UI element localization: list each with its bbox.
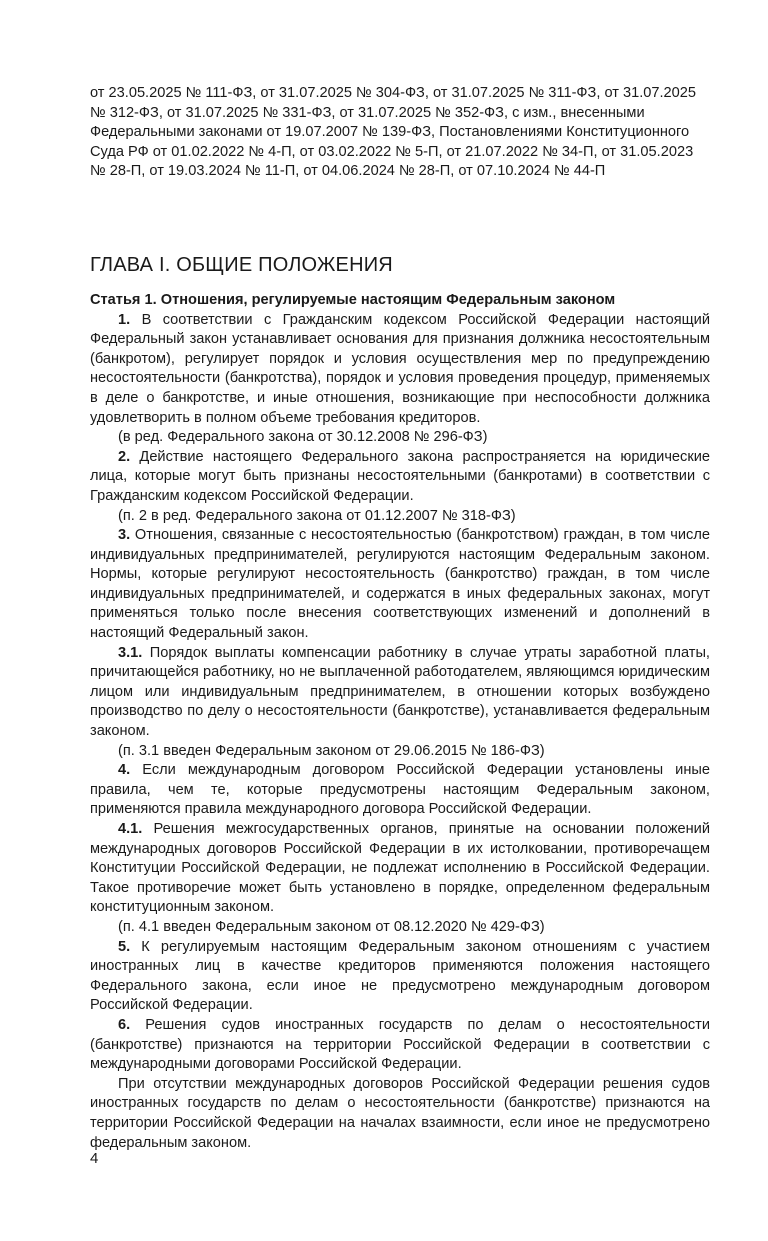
edition-note: (п. 3.1 введен Федеральным законом от 29.06.2015 № 186-ФЗ): [118, 742, 545, 759]
paragraph-text: Порядок выплаты компенсации работнику в случае утраты заработной платы, причитающейся работнику, но не выплаченной работодателем, являющимся юридическим лицом или индивидуальным предпринимателем, в отношении которых возбуждено производство по делу о несостоятельности (банкротстве), устанавливается федеральным законом.: [90, 644, 710, 740]
paragraph-number: 4.: [118, 762, 131, 779]
paragraph-4: [90, 761, 710, 820]
paragraph-5: [90, 938, 710, 1016]
article-body: [90, 311, 710, 1154]
edition-note: (п. 4.1 введен Федеральным законом от 08.12.2020 № 429-ФЗ): [118, 918, 545, 935]
paragraph-number: 3.1.: [118, 644, 143, 661]
paragraph-text: Действие настоящего Федерального закона распространяется на юридические лица, которые могут быть признаны несостоятельными (банкротами) в соответствии с Гражданским кодексом Российской Федерации.: [90, 448, 710, 504]
paragraph-number: 5.: [118, 938, 131, 955]
article-title: Статья 1. Отношения, регулируемые настоящим Федеральным законом: [90, 291, 616, 308]
paragraph-number: 1.: [118, 311, 131, 328]
edition-note: (п. 2 в ред. Федерального закона от 01.12.2007 № 318-ФЗ): [118, 507, 516, 524]
paragraph-text: Отношения, связанные с несостоятельностью (банкротством) граждан, в том числе индивидуальных предпринимателей, регулируются настоящим Федеральным законом. Нормы, которые регулируют несостоятельность (банкротство) граждан, в том числе индивидуальных предпринимателей, и содержатся в иных федеральных законах, могут применяться только после внесения соответствующих изменений и дополнений в настоящий Федеральный закон.: [90, 527, 710, 642]
page-number: 4: [90, 1150, 99, 1167]
paragraph-text: Решения межгосударственных органов, принятые на основании положений международных договоров Российской Федерации в их истолковании, противоречащем Конституции Российской Федерации, не подлежат исполнению в Российской Федерации. Такое противоречие может быть установлено в порядке, определенном федеральным конституционным законом.: [90, 821, 710, 916]
edition-note: (в ред. Федерального закона от 30.12.2008 № 296-ФЗ): [118, 429, 488, 446]
paragraph-number: 4.1.: [118, 821, 143, 837]
paragraph-6: [90, 1016, 710, 1075]
paragraph-text: Если международным договором Российской Федерации установлены иные правила, чем те, которые предусмотрены настоящим Федеральным законом, применяются правила международного договора Российской Федерации.: [90, 762, 710, 818]
paragraph-number: 2.: [118, 448, 131, 465]
paragraph-2: [90, 448, 710, 507]
paragraph-number: 6.: [118, 1016, 131, 1033]
paragraph-text: К регулируемым настоящим Федеральным законом отношениям с участием иностранных лиц в качестве кредиторов применяются положения настоящего Федерального закона, если иное не предусмотрено международным договором Российской Федерации.: [90, 938, 710, 1014]
paragraph-number: 3.: [118, 527, 131, 544]
paragraph-1: [90, 311, 710, 429]
paragraph-text: При отсутствии международных договоров Российской Федерации решения судов иностранных государств по делам о несостоятельности (банкротстве) признаются на территории Российской Федерации на началах взаимности, если иное не предусмотрено федеральным законом.: [90, 1075, 710, 1151]
chapter-title: ГЛАВА I. ОБЩИЕ ПОЛОЖЕНИЯ: [90, 253, 393, 276]
amendments-header: от 23.05.2025 № 111-ФЗ, от 31.07.2025 № 304-ФЗ, от 31.07.2025 № 311-ФЗ, от 31.07.2025 № 312-ФЗ, от 31.07.2025 № 331-ФЗ, от 31.07.2025 № 352-ФЗ, с изм., внесенными Федеральными законами от 19.07.2007 № 139-ФЗ, Постановлениями Конституционного Суда РФ от 01.02.2022 № 4-П, от 03.02.2022 № 5-П, от 21.07.2022 № 34-П, от 31.05.2023 № 28-П, от 19.03.2024 № 11-П, от 04.06.2024 № 28-П, от 07.10.2024 № 44-П: [90, 85, 697, 180]
paragraph-3-1: [90, 644, 710, 742]
paragraph-3: [90, 526, 710, 644]
paragraph-6-continued: [90, 1075, 710, 1153]
paragraph-text: В соответствии с Гражданским кодексом Российской Федерации настоящий Федеральный закон устанавливает основания для признания должника несостоятельным (банкротом), регулирует порядок и условия осуществления мер по предупреждению несостоятельности (банкротства), порядок и условия проведения процедур, применяемых в деле о банкротстве, и иные отношения, возникающие при неспособности должника удовлетворить в полном объеме требования кредиторов.: [90, 311, 710, 426]
paragraph-text: Решения судов иностранных государств по делам о несостоятельности (банкротстве) признаются на территории Российской Федерации в соответствии с международными договорами Российской Федерации.: [90, 1016, 710, 1073]
paragraph-4-1: [90, 820, 710, 918]
page-content: [90, 84, 710, 1153]
